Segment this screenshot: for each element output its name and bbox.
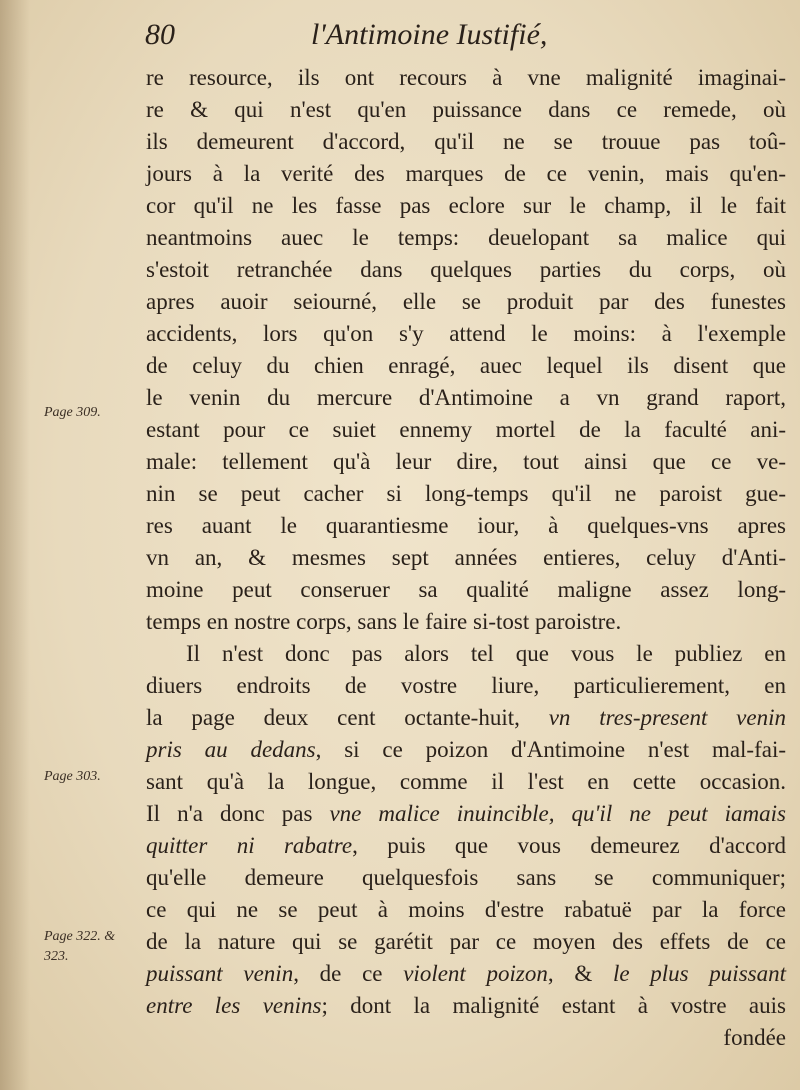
- text-line: diuers endroits de vostre liure, particulierement, en: [146, 673, 786, 698]
- text-segment: , puis que vous demeurez d'accord: [352, 833, 787, 858]
- text-line: moine peut conseruer sa qualité maligne assez long-: [146, 577, 786, 602]
- text-line: le venin du mercure d'Antimoine a vn grand raport,: [146, 385, 786, 410]
- text-line: qu'elle demeure quelquesfois sans se communiquer;: [146, 865, 786, 890]
- text-line: [146, 958, 786, 990]
- page-number: 80: [145, 18, 175, 51]
- text-segment: Il n'a donc pas: [146, 801, 330, 826]
- text-line: ils demeurent d'accord, qu'il ne se trouue pas toû-: [146, 129, 786, 154]
- text-line: re resource, ils ont recours à vne malignité imaginai-: [146, 65, 786, 90]
- italic-quote: pris au dedans: [146, 737, 316, 762]
- text-line: apres auoir seiourné, elle se produit par des funestes: [146, 289, 786, 314]
- text-line: cor qu'il ne les fasse pas eclore sur le champ, il le fait: [146, 193, 786, 218]
- text-line: ce qui ne se peut à moins d'estre rabatuë par la force: [146, 897, 786, 922]
- text-line: [146, 990, 786, 1022]
- italic-quote: vne malice inuincible, qu'il ne peut iamais: [329, 801, 786, 826]
- italic-quote: puissant venin: [146, 961, 294, 986]
- text-line: estant pour ce suiet ennemy mortel de la faculté ani-: [146, 417, 786, 442]
- text-line: [146, 830, 786, 862]
- margin-note: Page 303.: [44, 769, 101, 784]
- margin-note: 323.: [44, 949, 69, 964]
- text-line: male: tellement qu'à leur dire, tout ainsi que ce ve-: [146, 449, 786, 474]
- text-line: Il n'est donc pas alors tel que vous le publiez en: [186, 641, 786, 666]
- text-line: [146, 734, 786, 766]
- text-line: [146, 702, 786, 734]
- text-line: res auant le quarantiesme iour, à quelques-vns apres: [146, 513, 786, 538]
- text-line: jours à la verité des marques de ce venin, mais qu'en-: [146, 161, 786, 186]
- italic-quote: le plus puissant: [612, 961, 786, 986]
- text-line: [146, 798, 786, 830]
- italic-quote: vn tres-present venin: [548, 705, 786, 730]
- text-line: s'estoit retranchée dans quelques parties du corps, où: [146, 257, 786, 282]
- text-line: vn an, & mesmes sept années entieres, celuy d'Anti-: [146, 545, 786, 570]
- margin-note: Page 309.: [44, 405, 101, 420]
- text-line: de la nature qui se garétit par ce moyen des effets de ce: [146, 929, 786, 954]
- text-line: re & qui n'est qu'en puissance dans ce remede, où: [146, 97, 786, 122]
- margin-note: Page 322. &: [44, 929, 116, 944]
- catchword: fondée: [723, 1025, 786, 1050]
- italic-quote: violent poizon: [403, 961, 548, 986]
- page-header: [145, 18, 785, 62]
- running-title: l'Antimoine Iustifié,: [311, 18, 548, 51]
- text-segment: , si ce poizon d'Antimoine n'est mal-fai-: [315, 737, 787, 762]
- text-segment: la page deux cent octante-huit,: [146, 705, 549, 730]
- text-line: de celuy du chien enragé, auec lequel ils disent que: [146, 353, 786, 378]
- text-line: neantmoins auec le temps: deuelopant sa malice qui: [146, 225, 786, 250]
- text-line: temps en nostre corps, sans le faire si-tost paroistre.: [146, 609, 622, 634]
- italic-quote: entre les venins: [146, 993, 322, 1018]
- text-segment: , &: [547, 961, 613, 986]
- text-segment: ; dont la malignité estant à vostre auis: [321, 993, 786, 1018]
- text-segment: , de ce: [293, 961, 404, 986]
- text-line: nin se peut cacher si long-temps qu'il ne paroist gue-: [146, 481, 786, 506]
- italic-quote: quitter ni rabatre: [146, 833, 353, 858]
- text-line: accidents, lors qu'on s'y attend le moins: à l'exemple: [146, 321, 786, 346]
- body-text: [146, 62, 786, 1054]
- text-line: sant qu'à la longue, comme il l'est en cette occasion.: [146, 769, 786, 794]
